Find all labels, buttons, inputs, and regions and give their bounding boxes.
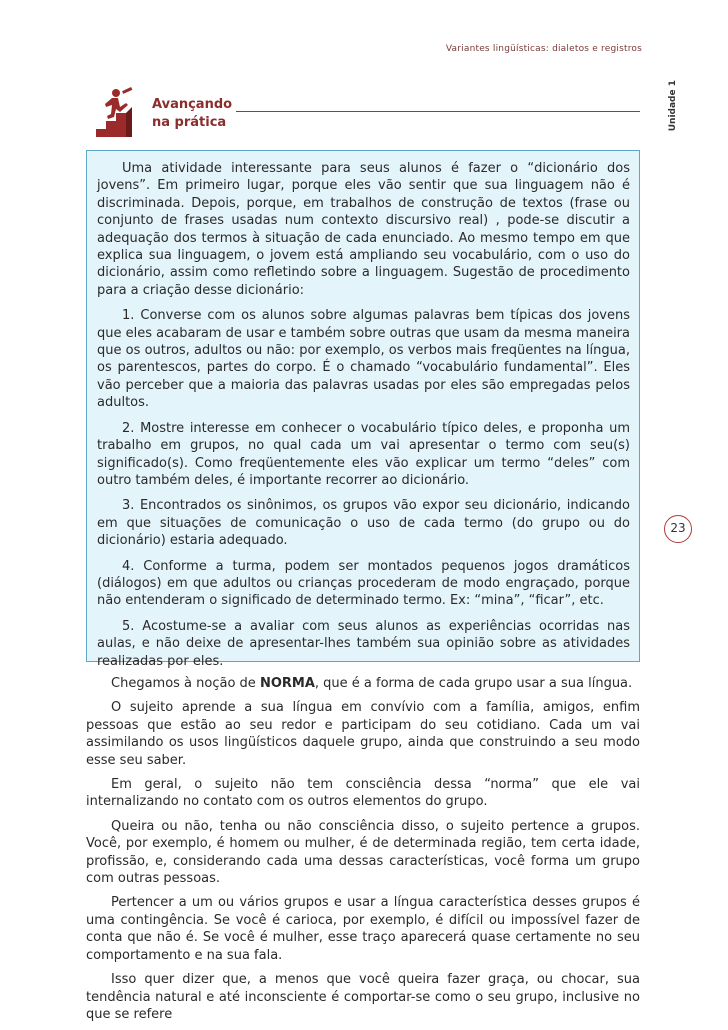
unit-label — [666, 80, 680, 140]
box-paragraph: 4. Conforme a turma, podem ser montados pequenos jogos dramáticos (diálogos) em que adultos ou crianças procederam de modo engraçado, porque não entenderam o significado de determinado termo. Ex: “mina”, “ficar”, etc. — [97, 558, 630, 609]
stairs-climber-icon — [92, 85, 142, 140]
box-paragraph: Uma atividade interessante para seus alunos é fazer o “dicionário dos jovens”. Em primeiro lugar, porque eles vão sentir que sua linguagem não é discriminada. Depois, porque, em trabalhos de construção de textos (frase ou conjunto de frases usadas num contexto discursivo real) , pode-se discutir a adequação dos termos à situação de cada enunciado. Ao mesmo tempo em que explica sua linguagem, o jovem está ampliando seu vocabulário, com o uso do dicionário, assim como refletindo sobre a linguagem. Sugestão de procedimento para a criação desse dicionário: — [97, 161, 630, 298]
box-paragraph: 3. Encontrados os sinônimos, os grupos vão expor seu dicionário, indicando em que situações de comunicação o uso de cada termo (do grupo ou do dicionário) estaria adequado. — [97, 498, 630, 549]
section-title — [152, 96, 232, 132]
body-paragraph-norma — [86, 675, 640, 692]
norma-term: NORMA — [259, 676, 315, 691]
unit-label-text: Unidade 1 — [668, 80, 678, 132]
running-title: Variantes lingüísticas: dialetos e registros — [445, 44, 642, 54]
body-paragraph: Isso quer dizer que, a menos que você queira fazer graça, ou chocar, sua tendência natural e até inconsciente é comportar-se como o seu grupo, inclusive no que se refere — [86, 972, 640, 1022]
section-title-line2: na prática — [152, 115, 227, 130]
body-paragraph: Em geral, o sujeito não tem consciência dessa “norma” que ele vai internalizando no contato com os outros elementos do grupo. — [86, 777, 640, 810]
section-title-line1: Avançando — [152, 97, 233, 112]
practice-box — [86, 150, 640, 669]
box-paragraph: 1. Converse com os alunos sobre algumas palavras bem típicas dos jovens que eles acabaram de usar e também sobre outras que usam da mesma maneira que os outros, adultos ou não: por exemplo, os verbos mais freqüentes na língua, os parentescos, partes do corpo. É o chamado “vocabulário fundamental”. Eles vão perceber que a maioria das palavras usadas por eles são empregadas pelos adultos. — [97, 308, 630, 411]
body-paragraph: Queira ou não, tenha ou não consciência disso, o sujeito pertence a grupos. Você, por exemplo, é homem ou mulher, é de determinada região, tem certa idade, profissão, e, considerando cada uma dessas características, você forma um grupo com outras pessoas. — [86, 818, 640, 887]
box-paragraph: 2. Mostre interesse em conhecer o vocabulário típico deles, e proponha um trabalho em grupos, no qual cada um vai apresentar o termo com seu(s) significado(s). Como freqüentemente eles vão explicar um termo “deles” com outro também deles, é importante recorrer ao dicionário. — [97, 420, 630, 488]
page-number: 23 — [664, 515, 692, 543]
body-text — [86, 675, 640, 1023]
body-paragraph: Pertencer a um ou vários grupos e usar a língua característica desses grupos é uma contingência. Se você é carioca, por exemplo, é difícil ou impossível fazer de conta que não é. Se você é mulher, esse traço aparecerá quase certamente no seu comportamento e na sua fala. — [86, 895, 640, 963]
box-paragraph: 5. Acostume-se a avaliar com seus alunos as experiências ocorridas nas aulas, e não deixe de apresentar-lhes também sua opinião sobre as atividades realizadas por eles. — [97, 618, 630, 669]
norma-text-after: , que é a forma de cada grupo usar a sua língua. — [314, 676, 633, 691]
body-paragraph: O sujeito aprende a sua língua em convívio com a família, amigos, enfim pessoas que estão ao seu redor e participam do seu cotidiano. Cada um vai assimilando os usos lingüísticos daquele grupo, ainda que construindo a seu modo esse seu saber. — [86, 700, 640, 768]
section-divider — [236, 111, 640, 112]
norma-text-before: Chegamos à noção de — [111, 676, 260, 691]
